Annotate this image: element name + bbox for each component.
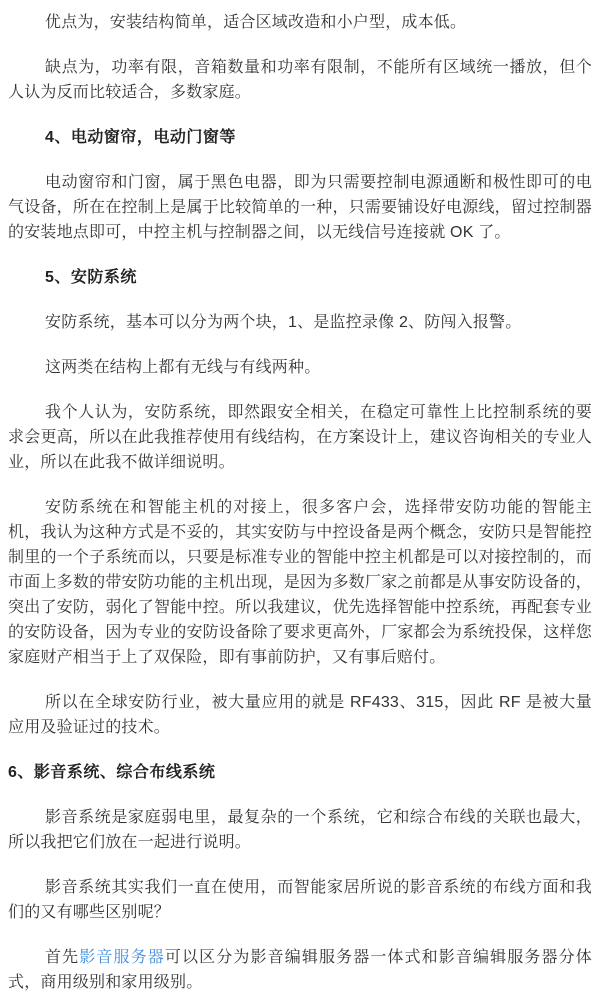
paragraph-text-after-link: 可以区分为影音编辑服务器一体式和影音编辑服务器分体式，商用级别和家用级别。 bbox=[8, 949, 592, 991]
paragraph-security-opinion: 我个人认为，安防系统，即然跟安全相关，在稳定可靠性上比控制系统的要求会更高，所以在此我推荐使用有线结构，在方案设计上，建议咨询相关的专业人业，所以在此我不做详细说明。 bbox=[8, 404, 592, 471]
section-heading-6-av-cabling: 6、影音系统、综合布线系统 bbox=[8, 764, 216, 781]
paragraph-security-wired-wireless: 这两类在结构上都有无线与有线两种。 bbox=[45, 359, 321, 376]
av-server-link[interactable]: 影音服务器 bbox=[79, 949, 165, 966]
paragraph-security-two-parts: 安防系统，基本可以分为两个块，1、是监控录像 2、防闯入报警。 bbox=[45, 314, 522, 331]
section-heading-5-security: 5、安防系统 bbox=[45, 269, 137, 286]
paragraph-security-rf: 所以在全球安防行业，被大量应用的就是 RF433、315，因此 RF 是被大量应用及验证过的技术。 bbox=[8, 694, 592, 736]
paragraph-audio-pros: 优点为，安装结构简单，适合区域改造和小户型，成本低。 bbox=[45, 14, 467, 31]
paragraph-text-before-link: 首先 bbox=[45, 949, 80, 966]
paragraph-av-question: 影音系统其实我们一直在使用，而智能家居所说的影音系统的布线方面和我们的又有哪些区别呢？ bbox=[8, 879, 592, 921]
paragraph-curtains-detail: 电动窗帘和门窗，属于黑色电器，即为只需要控制电源通断和极性即可的电气设备，所在在控制上是属于比较简单的一种，只需要铺设好电源线，留过控制器的安装地点即可，中控主机与控制器之间，以无线信号连接就 OK 了。 bbox=[8, 174, 592, 241]
section-heading-4-curtains: 4、电动窗帘，电动门窗等 bbox=[45, 129, 236, 146]
paragraph-av-complexity: 影音系统是家庭弱电里，最复杂的一个系统，它和综合布线的关联也最大，所以我把它们放在一起进行说明。 bbox=[8, 809, 592, 851]
paragraph-security-host-integration: 安防系统在和智能主机的对接上，很多客户会，选择带安防功能的智能主机，我认为这种方式是不妥的，其实安防与中控设备是两个概念，安防只是智能控制里的一个子系统而以，只要是标准专业的智能中控主机都是可以对接控制的，而市面上多数的带安防功能的主机出现，是因为多数厂家之前都是从事安防设备的，突出了安防，弱化了智能中控。所以我建议，优先选择智能中控系统，再配套专业的安防设备，因为专业的安防设备除了要求更高外，厂家都会为系统投保，这样您家庭财产相当于上了双保险，即有事前防护，又有事后赔付。 bbox=[8, 499, 592, 666]
paragraph-audio-cons: 缺点为，功率有限，音箱数量和功率有限制，不能所有区域统一播放，但个人认为反而比较适合，多数家庭。 bbox=[8, 59, 592, 101]
paragraph-av-server bbox=[8, 945, 592, 995]
